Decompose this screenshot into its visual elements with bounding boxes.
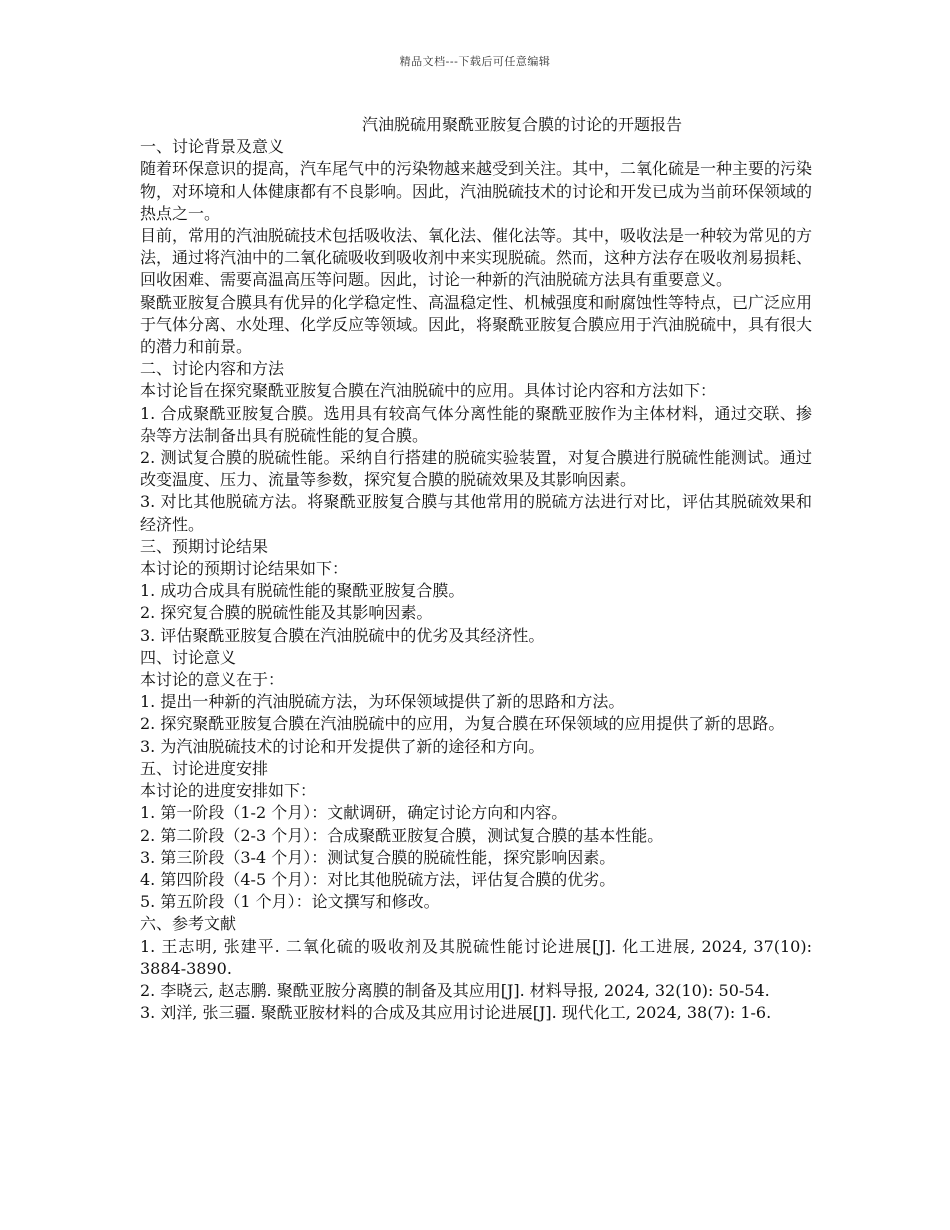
paragraph: 本讨论的预期讨论结果如下： — [140, 559, 349, 579]
section-heading: 六、参考文献 — [140, 914, 237, 934]
section-heading: 三、预期讨论结果 — [140, 536, 269, 556]
paragraph: 1. 合成聚酰亚胺复合膜。选用具有较高气体分离性能的聚酰亚胺作为主体材料，通过交联、掺杂等方法制备出具有脱硫性能的复合膜。 — [140, 403, 812, 445]
paragraph: 目前，常用的汽油脱硫技术包括吸收法、氧化法、催化法等。其中，吸收法是一种较为常见的方法，通过将汽油中的二氧化硫吸收到吸收剂中来实现脱硫。然而，这种方法存在吸收剂易损耗、回收困难、需要高温高压等问题。因此，讨论一种新的汽油脱硫方法具有重要意义。 — [140, 226, 813, 290]
paragraph: 本讨论旨在探究聚酰亚胺复合膜在汽油脱硫中的应用。具体讨论内容和方法如下： — [140, 381, 717, 401]
paragraph: 3. 第三阶段（3-4 个月）：测试复合膜的脱硫性能，探究影响因素。 — [140, 847, 616, 867]
paragraph: 3. 评估聚酰亚胺复合膜在汽油脱硫中的优劣及其经济性。 — [140, 625, 545, 645]
paragraph: 3. 对比其他脱硫方法。将聚酰亚胺复合膜与其他常用的脱硫方法进行对比，评估其脱硫效果和经济性。 — [140, 492, 812, 534]
document-title: 汽油脱硫用聚酰亚胺复合膜的讨论的开题报告 — [362, 115, 683, 134]
paragraph: 随着环保意识的提高，汽车尾气中的污染物越来越受到关注。其中，二氧化硫是一种主要的污染物，对环境和人体健康都有不良影响。因此，汽油脱硫技术的讨论和开发已成为当前环保领域的热点之一。 — [140, 159, 813, 223]
section-heading: 五、讨论进度安排 — [140, 758, 269, 778]
paragraph: 本讨论的进度安排如下： — [140, 781, 317, 801]
paragraph: 1. 王志明, 张建平. 二氧化硫的吸收剂及其脱硫性能讨论进展[J]. 化工进展, 2024, 37(10): 3884-3890. — [140, 936, 812, 978]
paragraph: 2. 第二阶段（2-3 个月）：合成聚酰亚胺复合膜，测试复合膜的基本性能。 — [140, 825, 664, 845]
paragraph: 2. 探究复合膜的脱硫性能及其影响因素。 — [140, 603, 433, 623]
paragraph: 3. 刘洋, 张三疆. 聚酰亚胺材料的合成及其应用讨论进展[J]. 现代化工, 2024, 38(7): 1-6. — [140, 1003, 772, 1023]
paragraph: 2. 测试复合膜的脱硫性能。采纳自行搭建的脱硫实验装置，对复合膜进行脱硫性能测试。通过改变温度、压力、流量等参数，探究复合膜的脱硫效果及其影响因素。 — [140, 448, 812, 490]
paragraph: 本讨论的意义在于： — [140, 670, 285, 690]
header-note: 精品文档---下载后可任意编辑 — [399, 55, 551, 68]
paragraph: 1. 第一阶段（1-2 个月）：文献调研，确定讨论方向和内容。 — [140, 803, 568, 823]
paragraph: 2. 李晓云, 赵志鹏. 聚酰亚胺分离膜的制备及其应用[J]. 材料导报, 2024, 32(10): 50-54. — [140, 980, 770, 1000]
paragraph: 1. 成功合成具有脱硫性能的聚酰亚胺复合膜。 — [140, 581, 465, 601]
paragraph: 1. 提出一种新的汽油脱硫方法，为环保领域提供了新的思路和方法。 — [140, 692, 625, 712]
section-heading: 一、讨论背景及意义 — [140, 137, 285, 157]
section-heading: 二、讨论内容和方法 — [140, 359, 285, 379]
paragraph: 聚酰亚胺复合膜具有优异的化学稳定性、高温稳定性、机械强度和耐腐蚀性等特点，已广泛应用于气体分离、水处理、化学反应等领域。因此，将聚酰亚胺复合膜应用于汽油脱硫中，具有很大的潜力和前景。 — [140, 292, 813, 357]
paragraph: 5. 第五阶段（1 个月）：论文撰写和修改。 — [140, 892, 440, 912]
paragraph: 3. 为汽油脱硫技术的讨论和开发提供了新的途径和方向。 — [140, 736, 545, 756]
paragraph: 2. 探究聚酰亚胺复合膜在汽油脱硫中的应用，为复合膜在环保领域的应用提供了新的思路。 — [140, 714, 785, 734]
section-heading: 四、讨论意义 — [140, 647, 237, 667]
document-body — [140, 114, 812, 1024]
paragraph: 4. 第四阶段（4-5 个月）：对比其他脱硫方法，评估复合膜的优劣。 — [140, 869, 616, 889]
